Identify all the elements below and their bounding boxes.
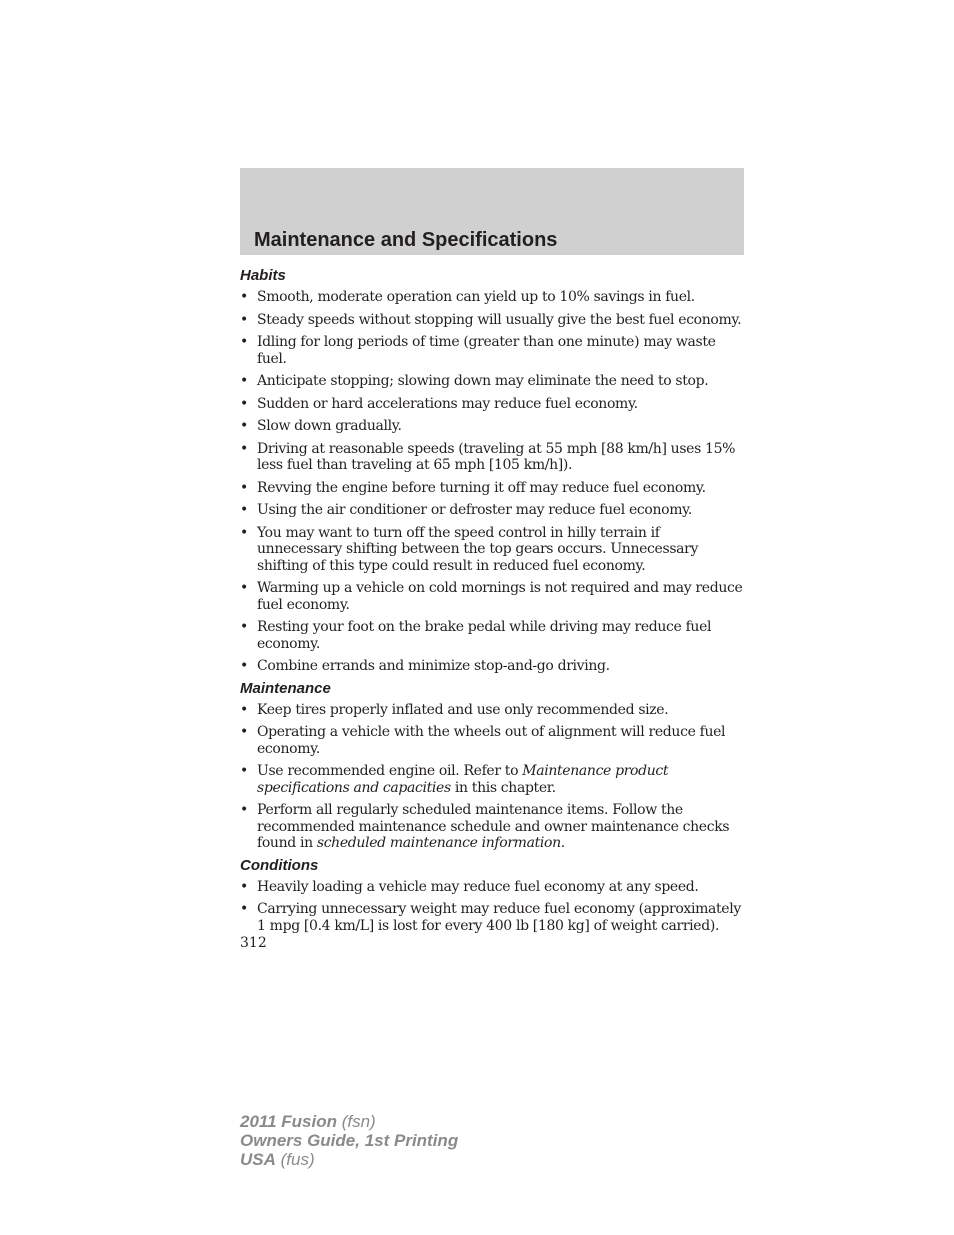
item-text: Use recommended engine oil. Refer to	[257, 763, 523, 779]
list-item: • Slow down gradually.	[240, 418, 746, 435]
list-item: • Revving the engine before turning it off may reduce fuel economy.	[240, 480, 746, 497]
list-item: • Resting your foot on the brake pedal while driving may reduce fuel economy.	[240, 619, 746, 652]
item-text: in this chapter.	[450, 779, 556, 796]
list-item: • Combine errands and minimize stop-and-go driving.	[240, 658, 746, 675]
footer-printing: Owners Guide, 1st Printing	[240, 1131, 459, 1150]
page-content	[240, 266, 746, 952]
list-item: • You may want to turn off the speed control in hilly terrain if unnecessary shifting between the top gears occurs. Unnecessary shifting of this type could result in reduced fuel economy.	[240, 525, 746, 575]
list-item: • Warming up a vehicle on cold mornings is not required and may reduce fuel economy.	[240, 580, 746, 613]
maintenance-heading: Maintenance	[240, 679, 331, 697]
list-item: • Heavily loading a vehicle may reduce fuel economy at any speed.	[240, 879, 746, 896]
footer-model-code: (fsn)	[337, 1112, 376, 1131]
habits-heading: Habits	[240, 267, 286, 284]
footer-market-code: (fus)	[275, 1150, 315, 1169]
list-item: • Idling for long periods of time (greater than one minute) may waste fuel.	[240, 334, 746, 367]
section-title: Maintenance and Specifications	[254, 229, 558, 251]
item-text: Perform all regularly scheduled maintenance items. Follow the recommended maintenance schedule and owner maintenance checks found in	[257, 802, 730, 851]
list-item: • Keep tires properly inflated and use only recommended size.	[240, 702, 746, 719]
section-header-bar	[240, 168, 744, 255]
list-item: • Smooth, moderate operation can yield up to 10% savings in fuel.	[240, 289, 746, 306]
list-item	[240, 802, 746, 852]
footer-line-model	[240, 1112, 458, 1131]
list-item: • Driving at reasonable speeds (traveling at 55 mph [88 km/h] uses 15% less fuel than traveling at 65 mph [105 km/h]).	[240, 441, 746, 474]
list-item: • Operating a vehicle with the wheels out of alignment will reduce fuel economy.	[240, 724, 746, 757]
list-item: • Using the air conditioner or defroster may reduce fuel economy.	[240, 502, 746, 519]
maintenance-list	[240, 702, 746, 852]
habits-list	[240, 289, 746, 675]
cross-reference: Maintenance product specifications and capacities	[257, 763, 669, 796]
list-item	[240, 763, 746, 796]
cross-reference: scheduled maintenance information.	[316, 835, 565, 851]
conditions-list	[240, 879, 746, 935]
list-item: • Sudden or hard accelerations may reduce fuel economy.	[240, 396, 746, 413]
footer-line-market	[240, 1150, 458, 1169]
footer-market: USA	[240, 1150, 276, 1169]
page-number: 312	[240, 935, 267, 951]
list-item: • Anticipate stopping; slowing down may eliminate the need to stop.	[240, 373, 746, 390]
footer-model: 2011 Fusion	[240, 1112, 337, 1131]
document-footer	[240, 1112, 458, 1169]
list-item: • Steady speeds without stopping will usually give the best fuel economy.	[240, 312, 746, 329]
conditions-heading: Conditions	[240, 856, 319, 874]
list-item: • Carrying unnecessary weight may reduce fuel economy (approximately 1 mpg [0.4 km/L] is lost for every 400 lb [180 kg] of weight carried).	[240, 901, 746, 934]
